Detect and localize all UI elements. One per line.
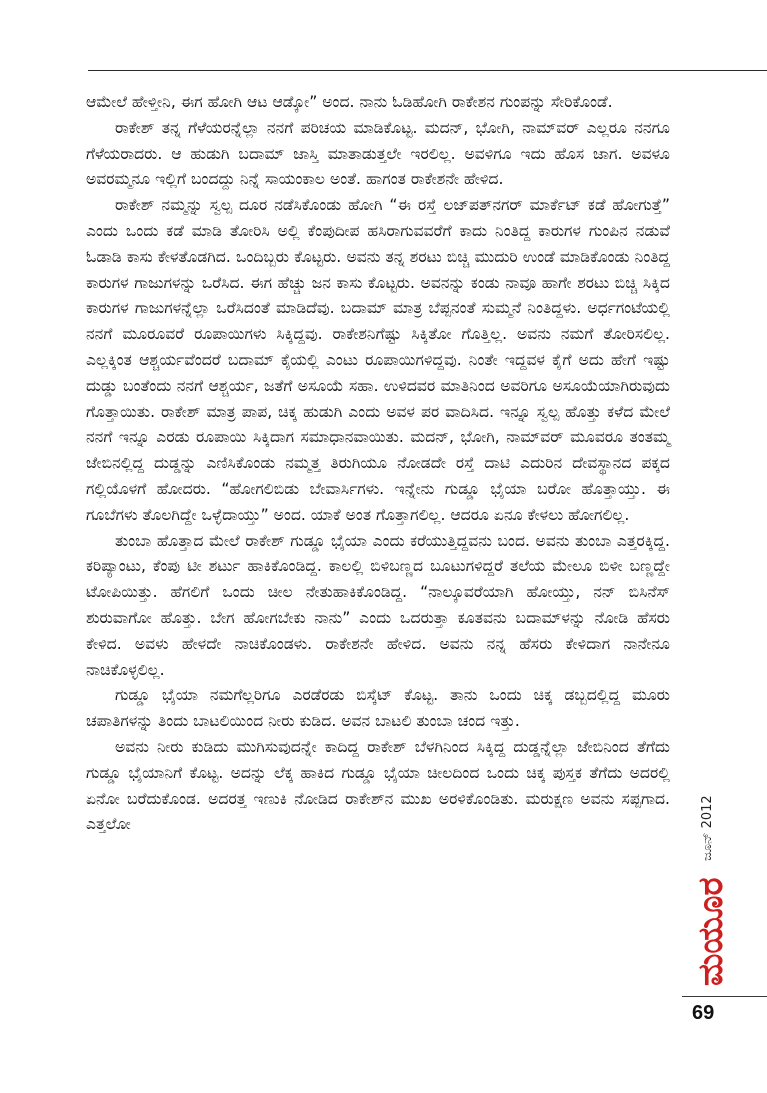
issue-date-text: ಜೂನ್ 2012: [700, 795, 715, 861]
page-number: 69: [692, 1002, 715, 1024]
paragraph: ಅವನು ನೀರು ಕುಡಿದು ಮುಗಿಸುವುದನ್ನೇ ಕಾದಿದ್ದ ರಾಕೇಶ್ ಬೆಳಗಿನಿಂದ ಸಿಕ್ಕಿದ್ದ ದುಡ್ಡನ್ನೆಲ್ಲಾ ಜೇಬಿನಿಂದ ತೆಗೆದು ಗುಡ್ಡೂ ಭೈಯಾನಿಗೆ ಕೊಟ್ಟ. ಅದನ್ನು ಲೆಕ್ಕ ಹಾಕಿದ ಗುಡ್ಡೂ ಭೈಯಾ ಚೀಲದಿಂದ ಒಂದು ಚಿಕ್ಕ ಪುಸ್ತಕ ತೆಗೆದು ಅದರಲ್ಲಿ ಏನೋ ಬರೆದುಕೊಂಡ. ಅದರತ್ತ ಇಣುಕಿ ನೋಡಿದ ರಾಕೇಶ್‌ನ ಮುಖ ಅರಳಿಕೊಂಡಿತು. ಮರುಕ್ಷಣ ಅವನು ಸಪ್ಪಗಾದ. ಎತ್ತಲೋ: [86, 737, 670, 834]
paragraph: ರಾಕೇಶ್ ನಮ್ಮನ್ನು ಸ್ವಲ್ಪ ದೂರ ನಡೆಸಿಕೊಂಡು ಹೋಗಿ “ಈ ರಸ್ತೆ ಲಜ್‌ಪತ್‌ನಗರ್ ಮಾರ್ಕೆಟ್ ಕಡೆ ಹೋಗುತ್ತೆ” ಎಂದು ಒಂದು ಕಡೆ ಮಾಡಿ ತೋರಿಸಿ ಅಲ್ಲಿ ಕೆಂಪುದೀಪ ಹಸಿರಾಗುವವರೆಗೆ ಕಾದು ನಿಂತಿದ್ದ ಕಾರುಗಳ ಗುಂಪಿನ ನಡುವೆ ಓಡಾಡಿ ಕಾಸು ಕೇಳತೊಡಗಿದ. ಒಂದಿಬ್ಬರು ಕೊಟ್ಟರು. ಅವನು ತನ್ನ ಶರಟು ಬಿಚ್ಚಿ ಮುದುರಿ ಉಂಡೆ ಮಾಡಿಕೊಂಡು ನಿಂತಿದ್ದ ಕಾರುಗಳ ಗಾಜುಗಳನ್ನು ಒರೆಸಿದ. ಈಗ ಹೆಚ್ಚು ಜನ ಕಾಸು ಕೊಟ್ಟರು. ಅವನನ್ನು ಕಂಡು ನಾವೂ ಹಾಗೇ ಶರಟು ಬಿಚ್ಚಿ ಸಿಕ್ಕಿದ ಕಾರುಗಳ ಗಾಜುಗಳನ್ನೆಲ್ಲಾ ಒರೆಸಿದಂತೆ ಮಾಡಿದೆವು. ಬದಾಮ್ ಮಾತ್ರ ಬೆಪ್ಪನಂತೆ ಸುಮ್ಮನೆ ನಿಂತಿದ್ದಳು. ಅರ್ಧಗಂಟೆಯಲ್ಲಿ ನನಗೆ ಮೂರೂವರೆ ರೂಪಾಯಿಗಳು ಸಿಕ್ಕಿದ್ದವು. ರಾಕೇಶನಿಗೆಷ್ಟು ಸಿಕ್ಕಿತೋ ಗೊತ್ತಿಲ್ಲ. ಅವನು ನಮಗೆ ತೋರಿಸಲಿಲ್ಲ. ಎಲ್ಲಕ್ಕಿಂತ ಆಶ್ಚರ್ಯವೆಂದರೆ ಬದಾಮ್ ಕೈಯಲ್ಲಿ ಎಂಟು ರೂಪಾಯಿಗಳಿದ್ದವು. ನಿಂತೇ ಇದ್ದವಳ ಕೈಗೆ ಅದು ಹೇಗೆ ಇಷ್ಟು ದುಡ್ಡು ಬಂತೆಂದು ನನಗೆ ಆಶ್ಚರ್ಯ, ಜತೆಗೆ ಅಸೂಯೆ ಸಹಾ. ಉಳಿದವರ ಮಾತಿನಿಂದ ಅವರಿಗೂ ಅಸೂಯೆಯಾಗಿರುವುದು ಗೊತ್ತಾಯಿತು. ರಾಕೇಶ್ ಮಾತ್ರ ಪಾಪ, ಚಿಕ್ಕ ಹುಡುಗಿ ಎಂದು ಅವಳ ಪರ ವಾದಿಸಿದ. ಇನ್ನೂ ಸ್ವಲ್ಪ ಹೊತ್ತು ಕಳೆದ ಮೇಲೆ ನನಗೆ ಇನ್ನೂ ಎರಡು ರೂಪಾಯಿ ಸಿಕ್ಕಿದಾಗ ಸಮಾಧಾನವಾಯಿತು. ಮದನ್, ಭೋಗಿ, ನಾಮ್‌ವರ್ ಮೂವರೂ ತಂತಮ್ಮ ಜೇಬಿನಲ್ಲಿದ್ದ ದುಡ್ಡನ್ನು ಎಣಿಸಿಕೊಂಡು ನಮ್ಮತ್ತ ತಿರುಗಿಯೂ ನೋಡದೇ ರಸ್ತೆ ದಾಟಿ ಎದುರಿನ ದೇವಸ್ಥಾನದ ಪಕ್ಕದ ಗಲ್ಲಿಯೊಳಗೆ ಹೋದರು. “ಹೋಗಲಿಬಿಡು ಬೇವಾರ್ಸಿಗಳು. ಇನ್ನೇನು ಗುಡ್ಡೂ ಭೈಯಾ ಬರೋ ಹೊತ್ತಾಯ್ತು. ಈ ಗೂಬೆಗಳು ತೊಲಗಿದ್ದೇ ಒಳ್ಳೆದಾಯ್ತು” ಅಂದ. ಯಾಕೆ ಅಂತ ಗೊತ್ತಾಗಲಿಲ್ಲ. ಆದರೂ ಏನೂ ಕೇಳಲು ಹೋಗಲಿಲ್ಲ.: [86, 196, 670, 524]
magazine-logo-text: ಮಯೂರ: [691, 877, 731, 986]
paragraph: ರಾಕೇಶ್ ತನ್ನ ಗೆಳೆಯರನ್ನೆಲ್ಲಾ ನನಗೆ ಪರಿಚಯ ಮಾಡಿಕೊಟ್ಟ. ಮದನ್, ಭೋಗಿ, ನಾಮ್‌ವರ್ ಎಲ್ಲರೂ ನನಗೂ ಗೆಳೆಯರಾದರು. ಆ ಹುಡುಗಿ ಬದಾಮ್ ಜಾಸ್ತಿ ಮಾತಾಡುತ್ತಲೇ ಇರಲಿಲ್ಲ. ಅವಳಿಗೂ ಇದು ಹೊಸ ಜಾಗ. ಅವಳೂ ಅವರಮ್ಮನೂ ಇಲ್ಲಿಗೆ ಬಂದದ್ದು ನಿನ್ನೆ ಸಾಯಂಕಾಲ ಅಂತೆ. ಹಾಗಂತ ರಾಕೇಶನೇ ಹೇಳಿದ.: [86, 118, 670, 189]
issue-date: [687, 795, 727, 863]
paragraph: ತುಂಬಾ ಹೊತ್ತಾದ ಮೇಲೆ ರಾಕೇಶ್ ಗುಡ್ಡೂ ಭೈಯಾ ಎಂದು ಕರೆಯುತ್ತಿದ್ದವನು ಬಂದ. ಅವನು ತುಂಬಾ ಎತ್ತರಕ್ಕಿದ್ದ. ಕರಿಪ್ಯಾಂಟು, ಕೆಂಪು ಟೀ ಶರ್ಟು ಹಾಕಿಕೊಂಡಿದ್ದ. ಕಾಲಲ್ಲಿ ಬಿಳಿಬಣ್ಣದ ಬೂಟುಗಳಿದ್ದರೆ ತಲೆಯ ಮೇಲೂ ಬಿಳೀ ಬಣ್ಣದ್ದೇ ಟೋಪಿಯಿತ್ತು. ಹೆಗಲಿಗೆ ಒಂದು ಚೀಲ ನೇತುಹಾಕಿಕೊಂಡಿದ್ದ. “ನಾಲ್ಕೂವರೆಯಾಗಿ ಹೋಯ್ತು, ನನ್ ಬಿಸಿನೆಸ್ ಶುರುವಾಗೋ ಹೊತ್ತು. ಬೇಗ ಹೋಗಬೇಕು ನಾನು” ಎಂದು ಒದರುತ್ತಾ ಕೂತವನು ಬದಾಮ್‌ಳನ್ನು ನೋಡಿ ಹೆಸರು ಕೇಳಿದ. ಅವಳು ಹೇಳದೇ ನಾಚಿಕೊಂಡಳು. ರಾಕೇಶನೇ ಹೇಳಿದ. ಅವನು ನನ್ನ ಹೆಸರು ಕೇಳಿದಾಗ ನಾನೇನೂ ನಾಚಿಕೊಳ್ಳಲಿಲ್ಲ.: [86, 531, 670, 679]
sidebar-brand: [686, 795, 746, 990]
footer-rule: [682, 996, 767, 997]
article-body: [86, 90, 670, 838]
header-rule: [88, 70, 767, 71]
paragraph: ಗುಡ್ಡೂ ಭೈಯಾ ನಮಗೆಲ್ಲರಿಗೂ ಎರಡೆರಡು ಬಿಸ್ಕೆಟ್ ಕೊಟ್ಟ. ತಾನು ಒಂದು ಚಿಕ್ಕ ಡಬ್ಬದಲ್ಲಿದ್ದ ಮೂರು ಚಪಾತಿಗಳನ್ನು ತಿಂದು ಬಾಟಲಿಯಿಂದ ನೀರು ಕುಡಿದ. ಅವನ ಬಾಟಲಿ ತುಂಬಾ ಚಂದ ಇತ್ತು.: [86, 686, 670, 731]
magazine-logo: [688, 868, 731, 988]
paragraph: ಆಮೇಲೆ ಹೇಳ್ತೀನಿ, ಈಗ ಹೋಗಿ ಆಟ ಆಡ್ಕೋ” ಅಂದ. ನಾನು ಓಡಿಹೋಗಿ ರಾಕೇಶನ ಗುಂಪನ್ನು ಸೇರಿಕೊಂಡೆ.: [86, 93, 613, 111]
